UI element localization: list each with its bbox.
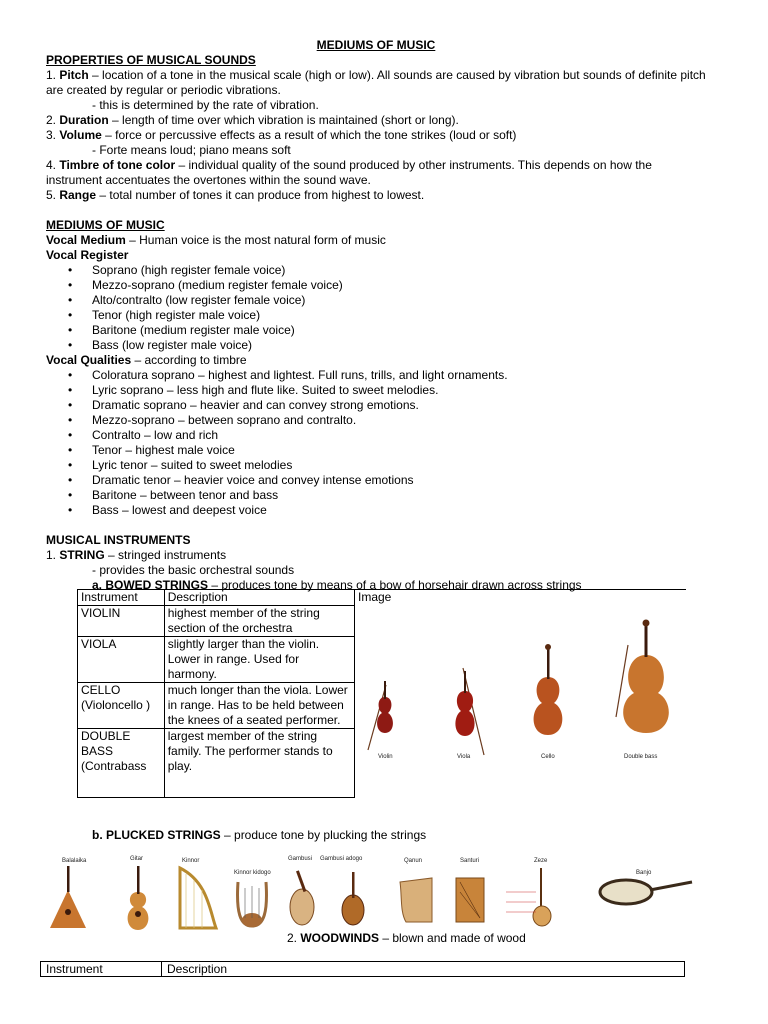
table-header: Instrument [41,962,162,977]
property-term: Pitch [59,68,89,82]
zeze-icon [506,868,551,926]
property-term: Volume [59,128,102,142]
bowed-strings-line: a. BOWED STRINGS – produces tone by means of a bow of horsehair drawn across strings [92,578,582,592]
table-header: Description [164,590,354,606]
violin-icon [368,681,393,750]
caption-lute: Gambusi [288,856,313,862]
caption-guitar: Gitar [130,856,144,862]
caption-mandolin: Gambusi adogo [320,856,363,862]
woodwinds-table [40,961,685,977]
property-term: Range [59,188,97,202]
caption-double-bass: Double bass [624,754,658,760]
list-item: • Dramatic soprano – heavier and can convey strong emotions. [92,398,706,413]
properties-heading: PROPERTIES OF MUSICAL SOUNDS [46,53,256,67]
list-item: • Contralto – low and rich [92,428,706,443]
list-item: • Tenor – highest male voice [92,443,706,458]
description-cell: much longer than the viola. Lower in range. Has to be held between the knees of a seated performer. [164,683,354,729]
string-line: 1. STRING – stringed instruments [46,548,227,562]
instruments-heading: MUSICAL INSTRUMENTS [46,533,191,547]
description-cell: largest member of the string family. The performer stands to play. [164,729,354,798]
banjo-icon [600,880,692,904]
caption-balalaika: Balalaika [62,858,87,864]
vocal-register-heading: Vocal Register [46,248,129,262]
list-item: • Bass (low register male voice) [92,338,706,353]
property-item: 1. Pitch – location of a tone in the musical scale (high or low). All sounds are caused by vibration but sounds of definite pitch are created by regular or periodic vibrations. [46,68,706,97]
table-header: Image [358,590,392,604]
lyre-icon [238,882,267,927]
property-term: Timbre of tone color [59,158,176,172]
table-header: Description [162,962,685,977]
caption-zither: Qanun [404,858,423,864]
list-item: • Mezzo-soprano (medium register female voice) [92,278,706,293]
list-item: • Bass – lowest and deepest voice [92,503,706,518]
caption-viola: Viola [457,754,471,760]
list-item: • Tenor (high register male voice) [92,308,706,323]
table-header-row [41,962,685,977]
description-cell: slightly larger than the violin. Lower in range. Used for harmony. [164,637,354,683]
list-item: • Coloratura soprano – highest and lightest. Full runs, trills, and light ornaments. [92,368,706,383]
image-cell [355,590,687,798]
psaltery-icon [456,878,484,922]
property-item: 3. Volume – force or percussive effects as a result of which the tone strikes (loud or soft) [46,128,517,142]
list-item: • Lyric tenor – suited to sweet melodies [92,458,706,473]
caption-cello: Cello [541,754,555,760]
balalaika-icon [50,866,86,928]
qualities-list [46,368,706,518]
double-bass-icon [616,620,669,734]
guitar-icon [128,866,149,930]
harp-icon [180,868,216,928]
instrument-cell: DOUBLE BASS (Contrabass [78,729,165,798]
plucked-instruments-image [40,852,700,932]
caption-violin: Violin [378,754,393,760]
description-cell: highest member of the string section of the orchestra [164,606,354,637]
instrument-cell: VIOLA [78,637,165,683]
register-list [46,263,706,353]
caption-psaltery: Santuri [460,858,480,864]
mandolin-icon [342,872,364,925]
list-item: • Mezzo-soprano – between soprano and contralto. [92,413,706,428]
string-sub: - provides the basic orchestral sounds [92,563,295,577]
caption-zeze: Zeze [534,858,548,864]
property-item: 2. Duration – length of time over which vibration is maintained (short or long). [46,113,459,127]
cello-icon [534,644,563,735]
table-header: Instrument [78,590,165,606]
property-sub: - Forte means loud; piano means soft [92,143,291,157]
property-item: 4. Timbre of tone color – individual quality of the sound produced by other instruments. This depends on how the instrument accentuates the overtones within the sound wave. [46,158,652,187]
plucked-strings-line: b. PLUCKED STRINGS – produce tone by plucking the strings [92,828,427,842]
zither-icon [400,878,432,922]
list-item: • Dramatic tenor – heavier voice and convey intense emotions [92,473,706,488]
caption-banjo: Banjo [636,870,652,876]
caption-lyre: Kinnor kidogo [234,870,271,876]
instrument-cell: CELLO (Violoncello ) [78,683,165,729]
viola-icon [455,668,484,755]
vocal-medium-line: Vocal Medium – Human voice is the most natural form of music [46,233,386,247]
list-item: • Alto/contralto (low register female voice) [92,293,706,308]
bowed-instruments-image [358,605,683,795]
mediums-heading: MEDIUMS OF MUSIC [46,218,165,232]
table-header-row [78,590,687,606]
caption-harp: Kinnor [182,858,200,864]
woodwinds-line: 2. WOODWINDS – blown and made of wood [287,931,526,945]
page-title: MEDIUMS OF MUSIC [316,38,436,52]
document-page [46,38,706,593]
property-term: Duration [59,113,109,127]
list-item: • Baritone (medium register male voice) [92,323,706,338]
list-item: • Baritone – between tenor and bass [92,488,706,503]
vocal-qualities-line: Vocal Qualities – according to timbre [46,353,247,367]
list-item: • Lyric soprano – less high and flute like. Suited to sweet melodies. [92,383,706,398]
list-item: • Soprano (high register female voice) [92,263,706,278]
property-item: 5. Range – total number of tones it can produce from highest to lowest. [46,188,425,202]
instrument-cell: VIOLIN [78,606,165,637]
bowed-strings-table [77,589,686,798]
lute-icon [290,870,314,925]
property-sub: - this is determined by the rate of vibration. [92,98,319,112]
